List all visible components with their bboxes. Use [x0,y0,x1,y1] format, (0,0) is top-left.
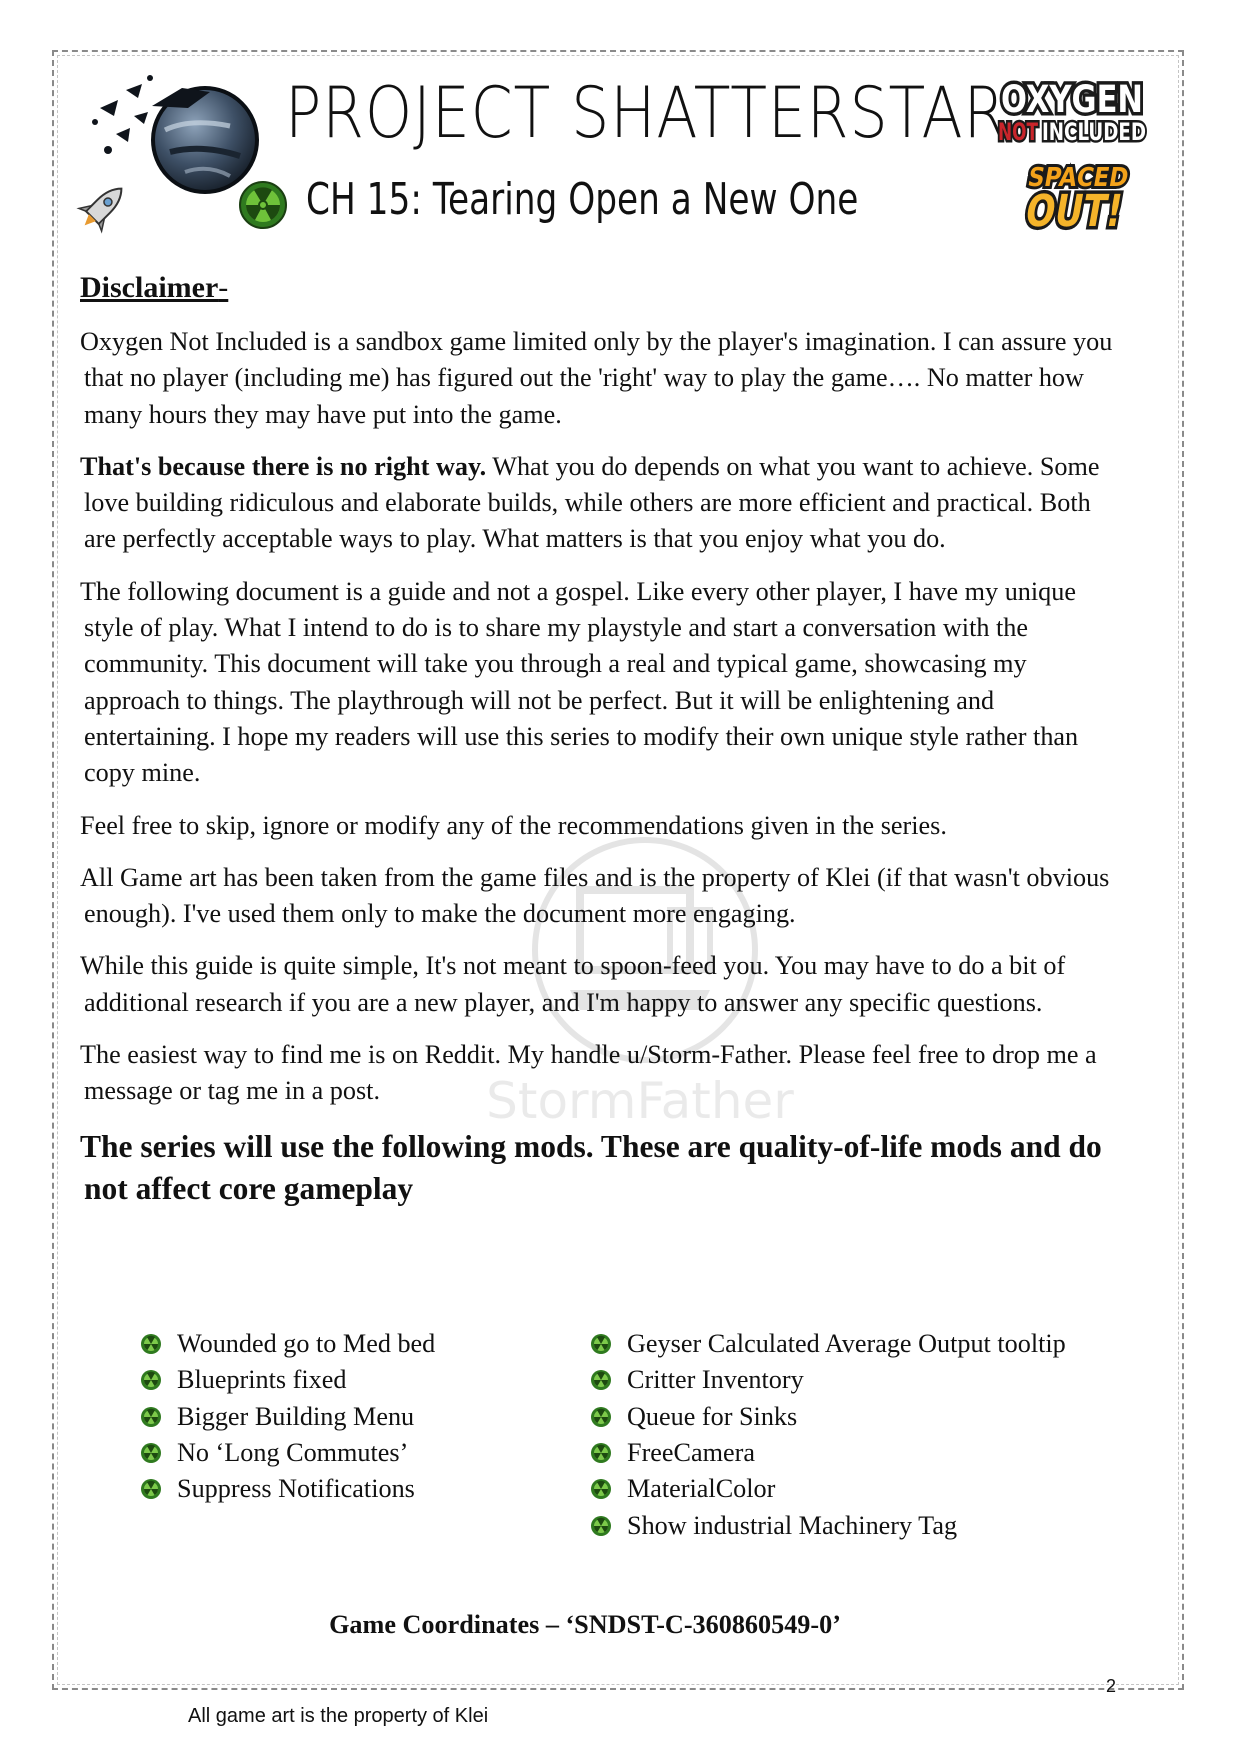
disclaimer-heading-text: Disclaimer [80,271,219,304]
radiation-bullet-icon [590,1515,612,1537]
mod-label: MaterialColor [627,1474,776,1504]
mod-label: FreeCamera [627,1438,755,1468]
spaced-out-logo [1012,156,1154,237]
disclaimer-paragraph-1: Oxygen Not Included is a sandbox game limited only by the player's imagination. I can assure you that no player (including me) has figured out the 'right' way to play the game…. No matter how many hours they may have put into the game. [80,327,1113,429]
disclaimer-paragraph-7: The easiest way to find me is on Reddit. My handle u/Storm-Father. Please feel free to drop me a message or tag me in a post. [80,1040,1097,1106]
mod-item [590,1326,1066,1362]
radiation-bullet-icon [590,1478,612,1500]
logo-so-line2: OUT! [1021,186,1154,237]
oxygen-not-included-logo [996,76,1148,144]
radiation-bullet-icon [590,1333,612,1355]
radiation-icon [238,180,288,230]
disclaimer-heading [80,270,1125,306]
rocket-icon [74,178,132,236]
document-title: PROJECT SHATTERSTAR [285,72,1007,154]
radiation-bullet-icon [140,1406,162,1428]
disclaimer-paragraph-6: While this guide is quite simple, It's not meant to spoon-feed you. You may have to do a bit of additional research if you are a new player, and I'm happy to answer any specific questions. [80,951,1066,1017]
mods-heading: The series will use the following mods. These are quality-of-life mods and do not affect core gameplay [80,1128,1102,1206]
mod-item [590,1507,1066,1543]
logo-oni-included: INCLUDED [1042,118,1146,146]
radiation-bullet-icon [140,1369,162,1391]
disclaimer-heading-suffix: - [218,271,229,304]
logo-oni-line1: OXYGEN [1001,78,1143,121]
mod-item [590,1362,1066,1398]
radiation-bullet-icon [140,1333,162,1355]
mod-label: Geyser Calculated Average Output tooltip [627,1329,1066,1359]
chapter-title: CH 15: Tearing Open a New One [306,174,859,225]
page-number: 2 [1106,1676,1117,1696]
mod-label: Suppress Notifications [177,1474,415,1504]
logo-so-line1: SPACED [1025,163,1145,193]
mod-label: Wounded go to Med bed [177,1329,436,1359]
mod-item [590,1471,1066,1507]
radiation-bullet-icon [590,1442,612,1464]
mod-item [590,1435,1066,1471]
radiation-bullet-icon [140,1442,162,1464]
mod-item [140,1435,435,1471]
game-coordinates: Game Coordinates – ‘SNDST-C-360860549-0’ [329,1610,841,1639]
watermark-text: StormFather [486,1072,794,1130]
disclaimer-paragraph-2-bold: That's because there is no right way. [80,451,487,481]
mod-label: Show industrial Machinery Tag [627,1510,958,1540]
disclaimer-paragraph-2 [80,449,1125,558]
footer-note: All game art is the property of Klei [188,1705,489,1727]
mod-item [590,1399,1066,1435]
logo-oni-not: NOT [998,118,1039,146]
mods-list-left [140,1326,435,1507]
mod-item [140,1471,435,1507]
disclaimer-paragraph-2-rest: What you do depends on what you want to achieve. Some love building ridiculous and elaborate builds, while others are more efficient and practical. Both are perfectly acceptable ways to play. What matters is that you enjoy what you do. [84,451,1100,554]
mod-item [140,1362,435,1398]
mod-label: Queue for Sinks [627,1401,798,1431]
mod-item [140,1399,435,1435]
disclaimer-paragraph-3: The following document is a guide and not a gospel. Like every other player, I have my unique style of play. What I intend to do is to share my playstyle and start a conversation with the community. This document will take you through a real and typical game, showcasing my approach to things. The playthrough will not be perfect. But it will be enlightening and entertaining. I hope my readers will use this series to modify their own unique style rather than copy mine. [80,576,1079,788]
mods-list-right [590,1326,1066,1544]
mod-label: Critter Inventory [627,1365,804,1395]
disclaimer-paragraph-5: All Game art has been taken from the game files and is the property of Klei (if that wasn't obvious enough). I've used them only to make the document more engaging. [80,862,1110,929]
mod-label: No ‘Long Commutes’ [177,1438,409,1468]
mod-label: Bigger Building Menu [177,1401,415,1431]
disclaimer-paragraph-4: Feel free to skip, ignore or modify any of the recommendations given in the series. [80,810,947,840]
disclaimer-section [80,270,1125,1210]
radiation-bullet-icon [140,1478,162,1500]
mod-item [140,1326,435,1362]
mod-label: Blueprints fixed [177,1365,347,1395]
radiation-bullet-icon [590,1369,612,1391]
radiation-bullet-icon [590,1406,612,1428]
